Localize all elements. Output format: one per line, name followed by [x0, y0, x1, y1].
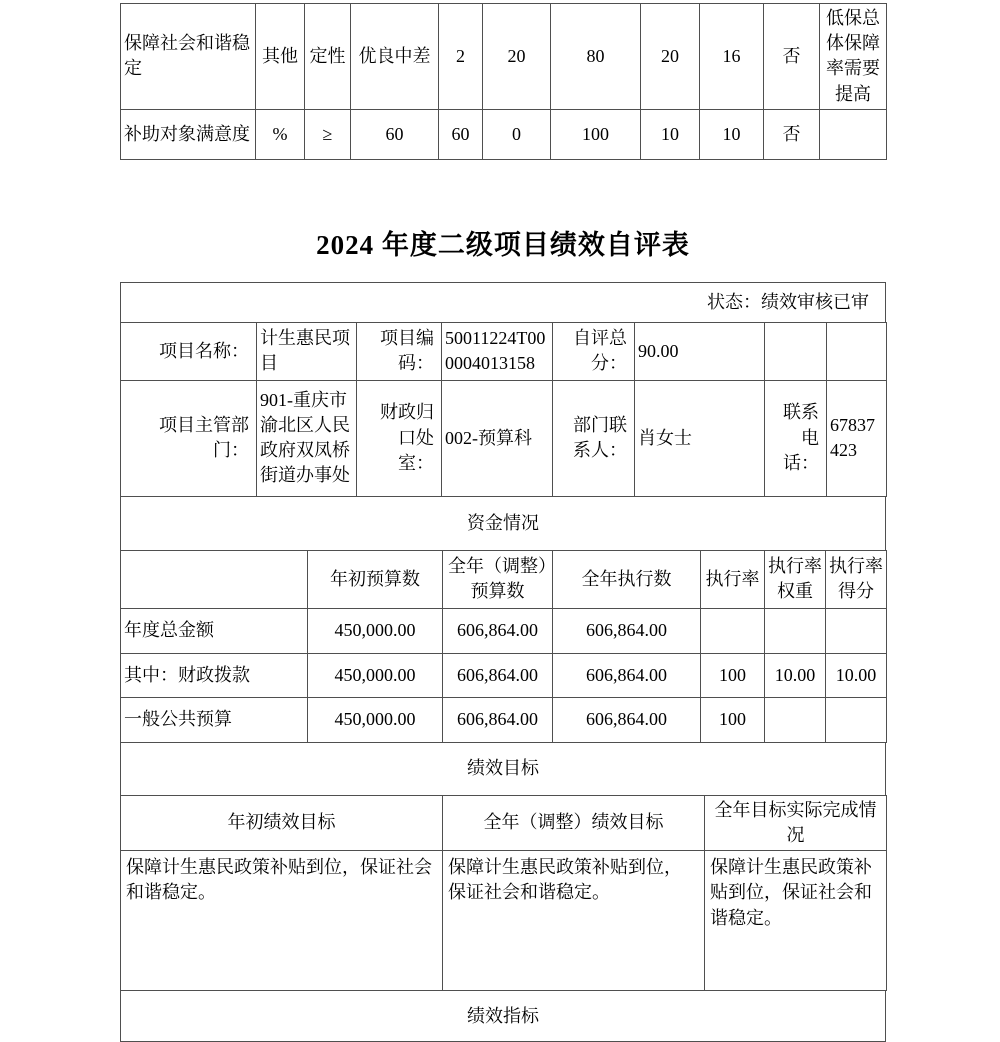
- indicator-name-cell: 补助对象满意度: [121, 109, 256, 159]
- table-cell: 450,000.00: [308, 697, 443, 742]
- table-cell: 10.00: [826, 653, 887, 697]
- table-cell: 606,864.00: [553, 697, 701, 742]
- row-label: 其中：财政拨款: [121, 653, 308, 697]
- metric-type-cell: 定性: [305, 4, 351, 110]
- table-cell: [826, 608, 887, 653]
- project-code-value: 50011224T000004013158: [442, 322, 553, 380]
- indicator-row: [121, 4, 887, 110]
- table-header-cell: 全年目标实际完成情况: [705, 795, 887, 850]
- project-info-table: [120, 322, 887, 497]
- project-code-label: 项目编码：: [357, 322, 442, 380]
- table-header-cell: 执行率得分: [826, 550, 887, 608]
- unit-cell: %: [256, 109, 305, 159]
- table-cell: [765, 608, 826, 653]
- table-cell: 2: [439, 4, 483, 110]
- funds-table: [120, 550, 887, 743]
- table-cell: 606,864.00: [443, 697, 553, 742]
- table-cell: 100: [701, 653, 765, 697]
- grade-scale-cell: 优良中差: [351, 4, 439, 110]
- table-cell: [827, 322, 887, 380]
- dept-value: 901-重庆市渝北区人民政府双凤桥街道办事处: [257, 380, 357, 496]
- phone-label: 联系电话：: [765, 380, 827, 496]
- table-cell: 606,864.00: [443, 653, 553, 697]
- table-cell: [765, 322, 827, 380]
- table-cell: 否: [764, 109, 820, 159]
- status-table: [120, 282, 886, 323]
- remark-cell: [820, 109, 887, 159]
- goals-content-row: [121, 851, 887, 991]
- table-cell: 60: [439, 109, 483, 159]
- table-cell: 100: [551, 109, 641, 159]
- table-cell: 0: [483, 109, 551, 159]
- table-header-cell: 年初预算数: [308, 550, 443, 608]
- table-cell: 80: [551, 4, 641, 110]
- project-name-label: 项目名称：: [121, 322, 257, 380]
- table-header-cell: 全年执行数: [553, 550, 701, 608]
- table-cell: 606,864.00: [443, 608, 553, 653]
- finance-office-label: 财政归口处室：: [357, 380, 442, 496]
- phone-value: 67837423: [827, 380, 887, 496]
- page-title: 2024 年度二级项目绩效自评表: [316, 229, 690, 260]
- indicators-section-title: 绩效指标: [121, 991, 886, 1042]
- table-cell: 606,864.00: [553, 653, 701, 697]
- funds-row-fiscal: [121, 653, 887, 697]
- adjusted-goal-text: 保障计生惠民政策补贴到位，保证社会和谐稳定。: [443, 851, 705, 991]
- project-info-row: [121, 322, 887, 380]
- project-info-row: [121, 380, 887, 496]
- table-cell: 100: [701, 697, 765, 742]
- indicators-section-table: [120, 990, 886, 1042]
- section-row: [121, 496, 886, 550]
- row-label: 一般公共预算: [121, 697, 308, 742]
- table-cell: 10: [641, 109, 700, 159]
- project-name-value: 计生惠民项目: [257, 322, 357, 380]
- table-cell: [701, 608, 765, 653]
- table-cell: 16: [700, 4, 764, 110]
- section-row: [121, 991, 886, 1042]
- funds-section-table: [120, 496, 886, 551]
- funds-row-total: [121, 608, 887, 653]
- dept-label: 项目主管部门：: [121, 380, 257, 496]
- remark-cell: 低保总体保障率需要提高: [820, 4, 887, 110]
- row-label: 年度总金额: [121, 608, 308, 653]
- table-cell: 10.00: [765, 653, 826, 697]
- table-header-cell: [121, 550, 308, 608]
- funds-header-row: [121, 550, 887, 608]
- table-cell: 450,000.00: [308, 608, 443, 653]
- table-header-cell: 年初绩效目标: [121, 795, 443, 850]
- goals-header-row: [121, 795, 887, 850]
- actual-completion-text: 保障计生惠民政策补贴到位，保证社会和谐稳定。: [705, 851, 887, 991]
- table-header-cell: 全年（调整）绩效目标: [443, 795, 705, 850]
- table-header-cell: 执行率权重: [765, 550, 826, 608]
- section-row: [121, 742, 886, 795]
- table-cell: [826, 697, 887, 742]
- document-content: [120, 0, 886, 1042]
- table-header-cell: 执行率: [701, 550, 765, 608]
- finance-office-value: 002-预算科: [442, 380, 553, 496]
- table-cell: 20: [483, 4, 551, 110]
- contact-value: 肖女士: [635, 380, 765, 496]
- funds-row-public-budget: [121, 697, 887, 742]
- table-cell: 20: [641, 4, 700, 110]
- table-cell: 否: [764, 4, 820, 110]
- grade-scale-cell: 60: [351, 109, 439, 159]
- initial-goal-text: 保障计生惠民政策补贴到位，保证社会和谐稳定。: [121, 851, 443, 991]
- self-score-label: 自评总分：: [553, 322, 635, 380]
- goals-table: [120, 795, 887, 991]
- funds-section-title: 资金情况: [121, 496, 886, 550]
- unit-cell: 其他: [256, 4, 305, 110]
- table-cell: 450,000.00: [308, 653, 443, 697]
- indicator-name-cell: 保障社会和谐稳定: [121, 4, 256, 110]
- prior-indicator-table: [120, 3, 887, 160]
- self-score-value: 90.00: [635, 322, 765, 380]
- status-row: [121, 282, 886, 322]
- indicator-row: [121, 109, 887, 159]
- goals-section-title: 绩效目标: [121, 742, 886, 795]
- table-header-cell: 全年（调整）预算数: [443, 550, 553, 608]
- metric-type-cell: ≥: [305, 109, 351, 159]
- goals-section-table: [120, 742, 886, 796]
- status-text: 状态：绩效审核已审: [121, 282, 886, 322]
- contact-label: 部门联系人：: [553, 380, 635, 496]
- table-cell: 606,864.00: [553, 608, 701, 653]
- table-cell: 10: [700, 109, 764, 159]
- table-cell: [765, 697, 826, 742]
